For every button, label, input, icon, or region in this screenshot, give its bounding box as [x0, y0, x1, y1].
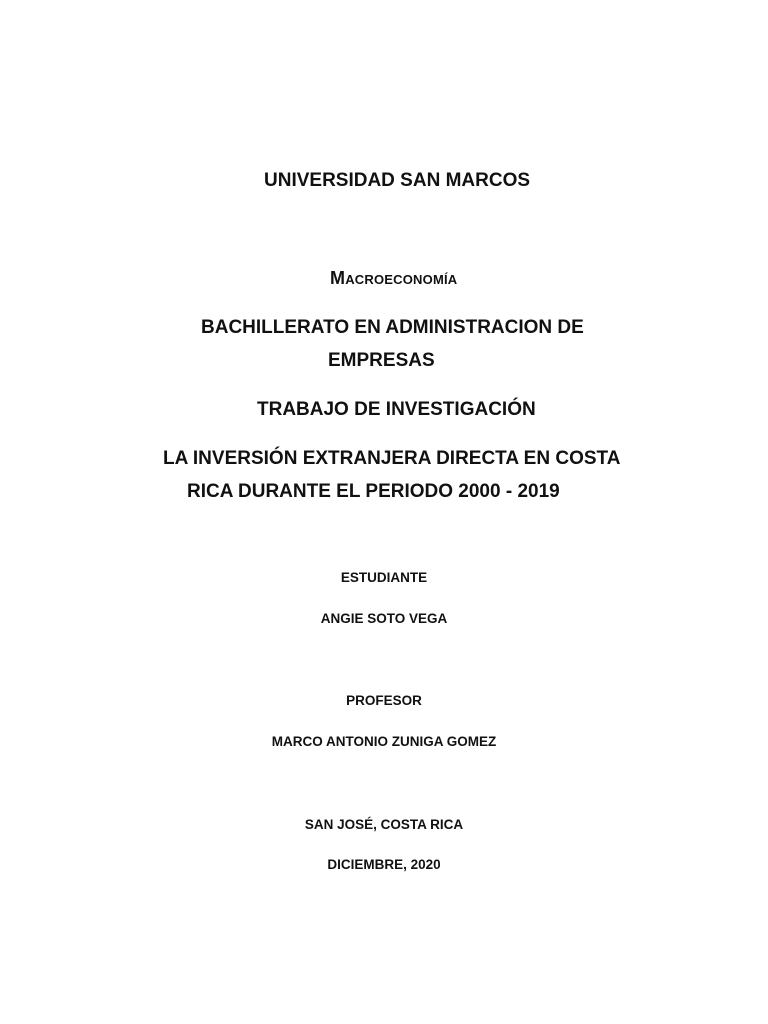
work-type: TRABAJO DE INVESTIGACIÓN — [257, 399, 536, 420]
professor-label: PROFESOR — [346, 693, 422, 708]
course-name: Macroeconomía — [330, 268, 458, 288]
student-label: ESTUDIANTE — [340, 570, 428, 585]
date: DICIEMBRE, 2020 — [327, 857, 441, 872]
program-line-2: EMPRESAS — [328, 350, 435, 371]
university-name: UNIVERSIDAD SAN MARCOS — [264, 170, 531, 191]
location: SAN JOSÉ, COSTA RICA — [304, 817, 464, 832]
student-name: ANGIE SOTO VEGA — [320, 611, 448, 626]
research-title-line-1: LA INVERSIÓN EXTRANJERA DIRECTA EN COSTA — [163, 448, 621, 469]
research-title-line-2: RICA DURANTE EL PERIODO 2000 - 2019 — [187, 481, 560, 502]
professor-name: MARCO ANTONIO ZUNIGA GOMEZ — [271, 734, 497, 749]
program-line-1: BACHILLERATO EN ADMINISTRACION DE — [201, 317, 584, 338]
